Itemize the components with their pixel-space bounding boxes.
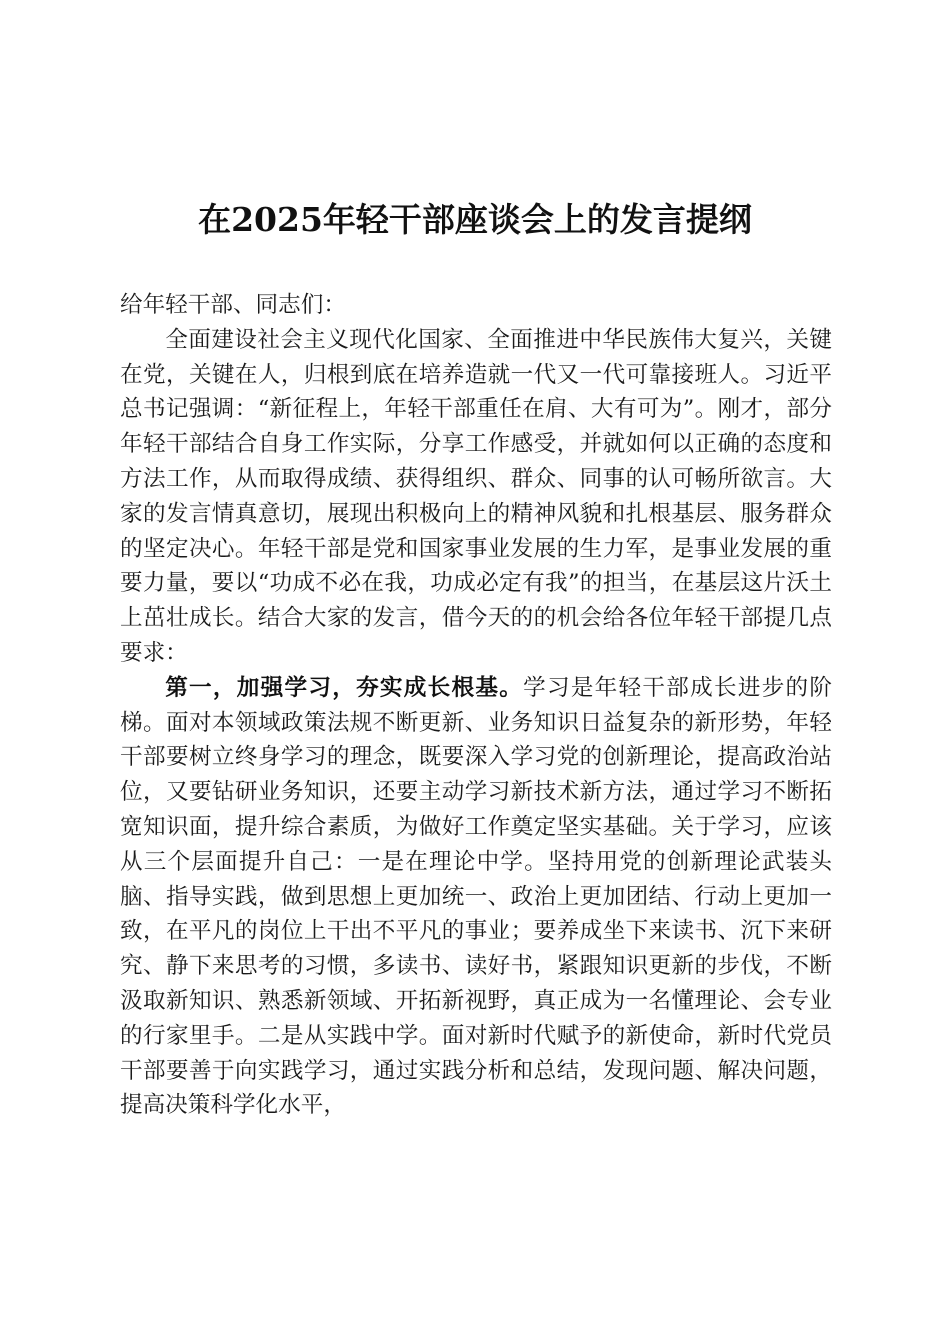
paragraph-lead: 第一，加强学习，夯实成长根基。 [165, 674, 524, 701]
paragraph-intro [120, 323, 832, 671]
paragraph-text: 全面建设社会主义现代化国家、全面推进中华民族伟大复兴，关键在党，关键在人，归根到底在培养造就一代又一代可靠接班人。习近平总书记强调：“新征程上，年轻干部重任在肩、大有可为”。刚才，部分年轻干部结合自身工作实际，分享工作感受，并就如何以正确的态度和方法工作，从而取得成绩、获得组织、群众、同事的认可畅所欲言。大家的发言情真意切，展现出积极向上的精神风貌和扎根基层、服务群众的坚定决心。年轻干部是党和国家事业发展的生力军，是事业发展的重要力量，要以“功成不必在我，功成必定有我”的担当，在基层这片沃土上茁壮成长。结合大家的发言，借今天的的机会给各位年轻干部提几点要求： [120, 326, 832, 666]
document-title: 在2025年轻干部座谈会上的发言提纲 [198, 200, 752, 239]
salutation: 给年轻干部、同志们： [120, 292, 346, 318]
document-body [120, 288, 832, 1123]
paragraph-point-one [120, 671, 832, 1123]
paragraph-text: 学习是年轻干部成长进步的阶梯。面对本领域政策法规不断更新、业务知识日益复杂的新形势，年轻干部要树立终身学习的理念，既要深入学习党的创新理论，提高政治站位，又要钻研业务知识，还要主动学习新技术新方法，通过学习不断拓宽知识面，提升综合素质，为做好工作奠定坚实基础。关于学习，应该从三个层面提升自己：一是在理论中学。坚持用党的创新理论武装头脑、指导实践，做到思想上更加统一、政治上更加团结、行动上更加一致，在平凡的岗位上干出不平凡的事业；要养成坐下来读书、沉下来研究、静下来思考的习惯，多读书、读好书，紧跟知识更新的步伐，不断汲取新知识、熟悉新领域、开拓新视野，真正成为一名懂理论、会专业的行家里手。二是从实践中学。面对新时代赋予的新使命，新时代党员干部要善于向实践学习，通过实践分析和总结，发现问题、解决问题，提高决策科学化水平， [120, 674, 833, 1119]
